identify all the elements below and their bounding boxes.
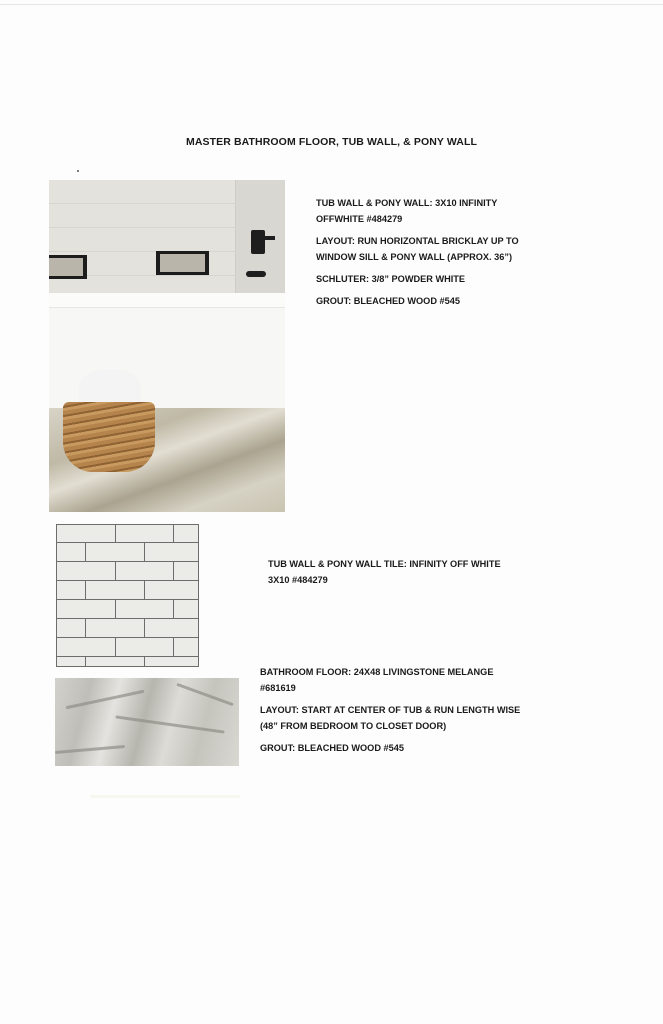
subway-tile-swatch — [56, 524, 199, 667]
tile-caption-line2: 3X10 #484279 — [268, 575, 328, 585]
tub-wall-layout1: LAYOUT: RUN HORIZONTAL BRICKLAY UP TO — [316, 236, 519, 246]
floor-line2: #681619 — [260, 683, 296, 693]
tub-wall-schluter: SCHLUTER: 3/8” POWDER WHITE — [316, 274, 466, 284]
floor-layout2: (48” FROM BEDROOM TO CLOSET DOOR) — [260, 721, 447, 731]
valve-handle — [263, 236, 275, 240]
marble-tile-swatch — [55, 678, 239, 766]
tile-caption — [268, 556, 501, 594]
tub-wall-spec — [316, 195, 519, 315]
tub-wall-line2: OFFWHITE #484279 — [316, 214, 403, 224]
tile-caption-line1: TUB WALL & PONY WALL TILE: INFINITY OFF WHITE — [268, 559, 501, 569]
bathtub-rim — [49, 293, 285, 308]
floor-grout: GROUT: BLEACHED WOOD #545 — [260, 743, 404, 753]
scan-smudge — [90, 795, 240, 798]
tub-wall-layout2: WINDOW SILL & PONY WALL (APPROX. 36”) — [316, 252, 513, 262]
floor-line1: BATHROOM FLOOR: 24X48 LIVINGSTONE MELANGE — [260, 667, 494, 677]
tub-wall-grout: GROUT: BLEACHED WOOD #545 — [316, 296, 460, 306]
shower-valve — [251, 230, 265, 254]
tub-spout — [246, 271, 266, 277]
wall-niche-left — [49, 255, 87, 279]
bathroom-photo — [49, 180, 285, 512]
floor-spec — [260, 664, 520, 762]
tub-wall-line1: TUB WALL & PONY WALL: 3X10 INFINITY — [316, 198, 498, 208]
page-edge — [0, 4, 663, 5]
woven-basket — [63, 402, 155, 472]
speck — [77, 170, 79, 172]
wall-niche-right — [156, 251, 209, 275]
floor-layout1: LAYOUT: START AT CENTER OF TUB & RUN LENGTH WISE — [260, 705, 521, 715]
page-title: MASTER BATHROOM FLOOR, TUB WALL, & PONY WALL — [186, 136, 477, 148]
